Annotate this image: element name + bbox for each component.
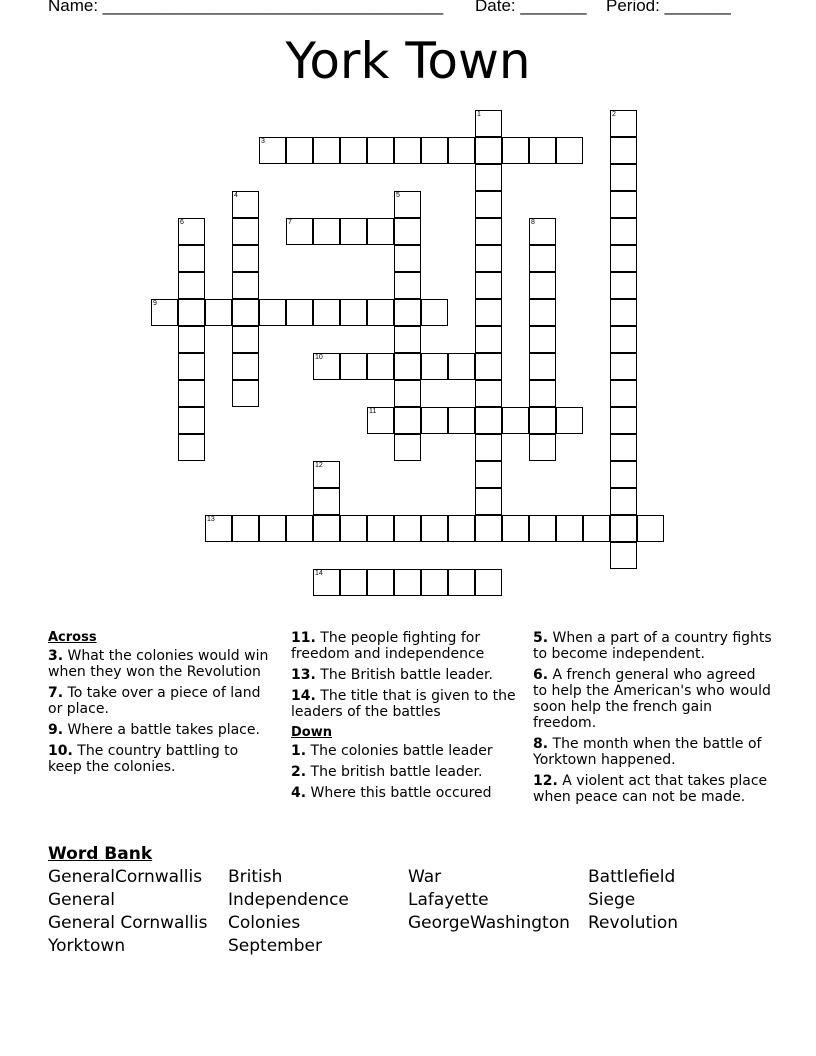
grid-cell[interactable] — [610, 353, 637, 380]
grid-cell[interactable] — [286, 515, 313, 542]
grid-cell[interactable] — [610, 326, 637, 353]
name-line[interactable]: Name: ____________________________________ — [48, 0, 444, 15]
grid-cell[interactable] — [178, 353, 205, 380]
grid-cell[interactable] — [475, 461, 502, 488]
grid-cell[interactable] — [529, 515, 556, 542]
date-line[interactable]: Date: _______ — [475, 0, 587, 15]
grid-cell[interactable] — [475, 407, 502, 434]
grid-cell[interactable] — [556, 137, 583, 164]
grid-cell[interactable] — [610, 515, 637, 542]
grid-cell[interactable] — [367, 218, 394, 245]
clue-across-9: 9. Where a battle takes place. — [48, 722, 260, 738]
clue-across-7: 7. To take over a piece of land or place. — [48, 685, 261, 717]
word-bank-item: Revolution — [588, 913, 679, 933]
word-bank-item: British — [228, 867, 283, 887]
cell-number: 7 — [288, 219, 292, 226]
word-bank-item: Siege — [588, 890, 636, 910]
clue-column-2 — [291, 630, 521, 806]
grid-cell[interactable] — [394, 272, 421, 299]
grid-cell[interactable] — [394, 407, 421, 434]
word-bank-item: Colonies — [228, 913, 301, 933]
grid-cell[interactable] — [313, 299, 340, 326]
grid-cell[interactable] — [610, 380, 637, 407]
grid-cell[interactable] — [394, 569, 421, 596]
cell-number: 10 — [315, 354, 323, 361]
clue-down-4: 4. Where this battle occured — [291, 785, 492, 801]
grid-cell[interactable] — [232, 380, 259, 407]
grid-cell[interactable] — [529, 326, 556, 353]
grid-cell[interactable] — [502, 515, 529, 542]
grid-cell[interactable] — [421, 299, 448, 326]
grid-cell[interactable] — [178, 245, 205, 272]
grid-cell[interactable] — [610, 299, 637, 326]
grid-cell[interactable] — [448, 137, 475, 164]
clue-down-1: 1. The colonies battle leader — [291, 743, 493, 759]
grid-cell[interactable] — [475, 245, 502, 272]
grid-cell[interactable] — [286, 299, 313, 326]
grid-cell[interactable] — [178, 272, 205, 299]
word-bank-item: September — [228, 936, 322, 956]
word-bank-title: Word Bank — [48, 844, 153, 864]
grid-cell[interactable] — [475, 218, 502, 245]
puzzle-title: York Town — [285, 32, 531, 90]
grid-cell[interactable] — [340, 299, 367, 326]
grid-cell[interactable] — [475, 191, 502, 218]
grid-cell[interactable] — [475, 488, 502, 515]
cell-number: 1 — [477, 111, 481, 118]
grid-cell[interactable] — [529, 353, 556, 380]
word-bank-item: Battlefield — [588, 867, 676, 887]
cell-number: 8 — [531, 219, 535, 226]
grid-cell[interactable] — [367, 569, 394, 596]
grid-cell[interactable] — [475, 164, 502, 191]
grid-cell[interactable] — [394, 326, 421, 353]
grid-cell[interactable] — [259, 299, 286, 326]
grid-cell[interactable] — [529, 137, 556, 164]
clue-column-1 — [48, 630, 273, 780]
period-line[interactable]: Period: _______ — [606, 0, 731, 15]
grid-cell[interactable] — [232, 245, 259, 272]
grid-cell[interactable] — [421, 353, 448, 380]
grid-cell[interactable] — [529, 272, 556, 299]
word-bank-item: War — [408, 867, 442, 887]
grid-cell[interactable] — [475, 380, 502, 407]
word-bank-item: General Cornwallis — [48, 913, 208, 933]
clue-across-14: 14. The title that is given to the leaders of the battles — [291, 688, 516, 720]
clue-down-6: 6. A french general who agreed to help the American's who would soon help the french gain freedom. — [533, 667, 771, 731]
grid-cell[interactable] — [178, 299, 205, 326]
word-bank-item: Independence — [228, 890, 349, 910]
word-bank-item: GeneralCornwallis — [48, 867, 203, 887]
grid-cell[interactable] — [367, 137, 394, 164]
grid-cell[interactable] — [421, 515, 448, 542]
grid-cell[interactable] — [610, 245, 637, 272]
grid-cell[interactable] — [394, 353, 421, 380]
grid-cell[interactable] — [232, 353, 259, 380]
clue-across-3: 3. What the colonies would win when they won the Revolution — [48, 648, 269, 680]
cell-number: 13 — [207, 516, 215, 523]
grid-cell[interactable] — [394, 137, 421, 164]
grid-cell[interactable] — [475, 326, 502, 353]
grid-cell[interactable] — [583, 515, 610, 542]
grid-cell[interactable] — [475, 353, 502, 380]
word-bank-item: Lafayette — [408, 890, 489, 910]
grid-cell[interactable] — [340, 137, 367, 164]
grid-cell[interactable] — [610, 488, 637, 515]
grid-cell[interactable] — [610, 272, 637, 299]
grid-cell[interactable] — [286, 137, 313, 164]
grid-cell[interactable] — [448, 569, 475, 596]
grid-cell[interactable] — [259, 515, 286, 542]
cell-number: 4 — [234, 192, 238, 199]
cell-number: 11 — [369, 408, 377, 415]
grid-cell[interactable] — [205, 299, 232, 326]
grid-cell[interactable] — [232, 326, 259, 353]
cell-number: 3 — [261, 138, 265, 145]
grid-cell[interactable] — [232, 218, 259, 245]
grid-cell[interactable] — [394, 380, 421, 407]
grid-cell[interactable] — [394, 515, 421, 542]
grid-cell[interactable] — [529, 434, 556, 461]
grid-cell[interactable] — [178, 380, 205, 407]
grid-cell[interactable] — [448, 353, 475, 380]
grid-cell[interactable] — [232, 272, 259, 299]
grid-cell[interactable] — [502, 407, 529, 434]
grid-cell[interactable] — [232, 299, 259, 326]
cell-number: 14 — [315, 570, 323, 577]
clue-across-11: 11. The people fighting for freedom and independence — [291, 630, 485, 662]
across-heading: Across — [48, 630, 97, 645]
grid-cell[interactable] — [475, 137, 502, 164]
grid-cell[interactable] — [421, 569, 448, 596]
grid-cell[interactable] — [610, 542, 637, 569]
grid-cell[interactable] — [340, 218, 367, 245]
grid-cell[interactable] — [610, 164, 637, 191]
grid-cell[interactable] — [529, 380, 556, 407]
word-bank-item: General — [48, 890, 115, 910]
grid-cell[interactable] — [340, 569, 367, 596]
grid-cell[interactable] — [448, 407, 475, 434]
grid-cell[interactable] — [610, 434, 637, 461]
grid-cell[interactable] — [610, 407, 637, 434]
clue-down-12: 12. A violent act that takes place when peace can not be made. — [533, 773, 768, 805]
grid-cell[interactable] — [367, 515, 394, 542]
grid-cell[interactable] — [556, 515, 583, 542]
grid-cell[interactable] — [394, 299, 421, 326]
grid-cell[interactable] — [529, 299, 556, 326]
grid-cell[interactable] — [529, 245, 556, 272]
grid-cell[interactable] — [610, 218, 637, 245]
grid-cell[interactable] — [178, 407, 205, 434]
cell-number: 9 — [153, 300, 157, 307]
grid-cell[interactable] — [610, 461, 637, 488]
grid-cell[interactable] — [394, 245, 421, 272]
grid-cell[interactable] — [178, 434, 205, 461]
grid-cell[interactable] — [340, 515, 367, 542]
clue-down-5: 5. When a part of a country fights to become independent. — [533, 630, 772, 662]
grid-cell[interactable] — [610, 191, 637, 218]
down-heading: Down — [291, 725, 332, 740]
grid-cell[interactable] — [502, 137, 529, 164]
grid-cell[interactable] — [448, 515, 475, 542]
grid-cell[interactable] — [637, 515, 664, 542]
grid-cell[interactable] — [475, 272, 502, 299]
clue-across-13: 13. The British battle leader. — [291, 667, 493, 683]
clue-down-8: 8. The month when the battle of Yorktown happened. — [533, 736, 762, 768]
grid-cell[interactable] — [367, 353, 394, 380]
word-bank-item: Yorktown — [48, 936, 126, 956]
grid-cell[interactable] — [421, 137, 448, 164]
grid-cell[interactable] — [313, 218, 340, 245]
grid-cell[interactable] — [394, 434, 421, 461]
word-bank-list — [48, 866, 788, 957]
clue-down-2: 2. The british battle leader. — [291, 764, 483, 780]
grid-cell[interactable] — [232, 515, 259, 542]
cell-number: 5 — [396, 192, 400, 199]
grid-cell[interactable] — [475, 299, 502, 326]
grid-cell[interactable] — [367, 299, 394, 326]
cell-number: 12 — [315, 462, 323, 469]
grid-cell[interactable] — [178, 326, 205, 353]
grid-cell[interactable] — [421, 407, 448, 434]
word-bank — [48, 844, 788, 957]
grid-cell[interactable] — [313, 515, 340, 542]
word-bank-item: GeorgeWashington — [408, 913, 570, 933]
grid-cell[interactable] — [313, 137, 340, 164]
grid-cell[interactable] — [340, 353, 367, 380]
cell-number: 2 — [612, 111, 616, 118]
cell-number: 6 — [180, 219, 184, 226]
grid-cell[interactable] — [313, 488, 340, 515]
clue-column-3 — [533, 630, 773, 810]
grid-cell[interactable] — [475, 569, 502, 596]
grid-cell[interactable] — [475, 434, 502, 461]
grid-cell[interactable] — [529, 407, 556, 434]
grid-cell[interactable] — [475, 515, 502, 542]
clue-across-10: 10. The country battling to keep the colonies. — [48, 743, 239, 775]
grid-cell[interactable] — [610, 137, 637, 164]
grid-cell[interactable] — [394, 218, 421, 245]
grid-cell[interactable] — [556, 407, 583, 434]
